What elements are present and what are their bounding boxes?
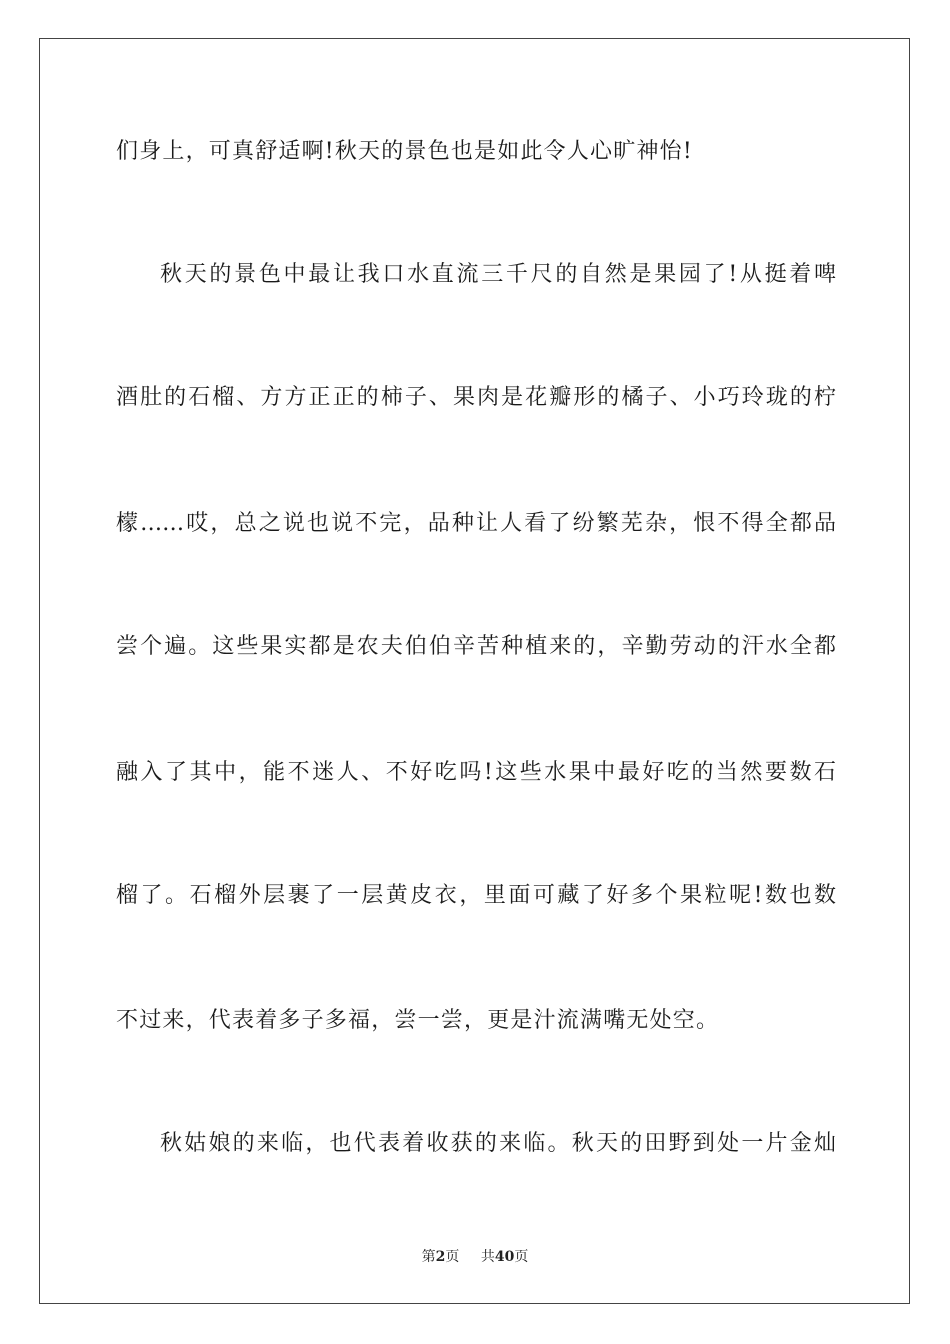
body-text-line: 秋天的景色中最让我口水直流三千尺的自然是果园了!从挺着啤 [160, 262, 836, 287]
total-pages: 40 [494, 1249, 515, 1265]
body-text-line: 们身上，可真舒适啊!秋天的景色也是如此令人心旷神怡! [116, 139, 693, 164]
page-prefix: 第 [421, 1249, 436, 1265]
total-suffix: 页 [514, 1249, 529, 1265]
page-number: 2 [435, 1249, 446, 1265]
total-indicator [481, 1249, 528, 1265]
total-prefix: 共 [480, 1249, 495, 1265]
body-text-line: 不过来，代表着多子多福，尝一尝，更是汁流满嘴无处空。 [116, 1008, 720, 1033]
page-indicator [422, 1249, 460, 1265]
body-text-line: 融入了其中，能不迷人、不好吃吗!这些水果中最好吃的当然要数石 [116, 760, 836, 785]
page-footer [0, 1248, 950, 1266]
body-text-line: 榴了。石榴外层裹了一层黄皮衣，里面可藏了好多个果粒呢!数也数 [116, 883, 836, 908]
page-suffix: 页 [445, 1249, 460, 1265]
body-text-line: 尝个遍。这些果实都是农夫伯伯辛苦种植来的，辛勤劳动的汗水全都 [116, 634, 836, 659]
page-border [39, 38, 910, 1304]
body-text-line: 檬……哎，总之说也说不完，品种让人看了纷繁芜杂，恨不得全都品 [116, 511, 836, 536]
body-text-line: 酒肚的石榴、方方正正的柿子、果肉是花瓣形的橘子、小巧玲珑的柠 [116, 385, 836, 410]
body-text-line: 秋姑娘的来临，也代表着收获的来临。秋天的田野到处一片金灿 [160, 1131, 836, 1156]
